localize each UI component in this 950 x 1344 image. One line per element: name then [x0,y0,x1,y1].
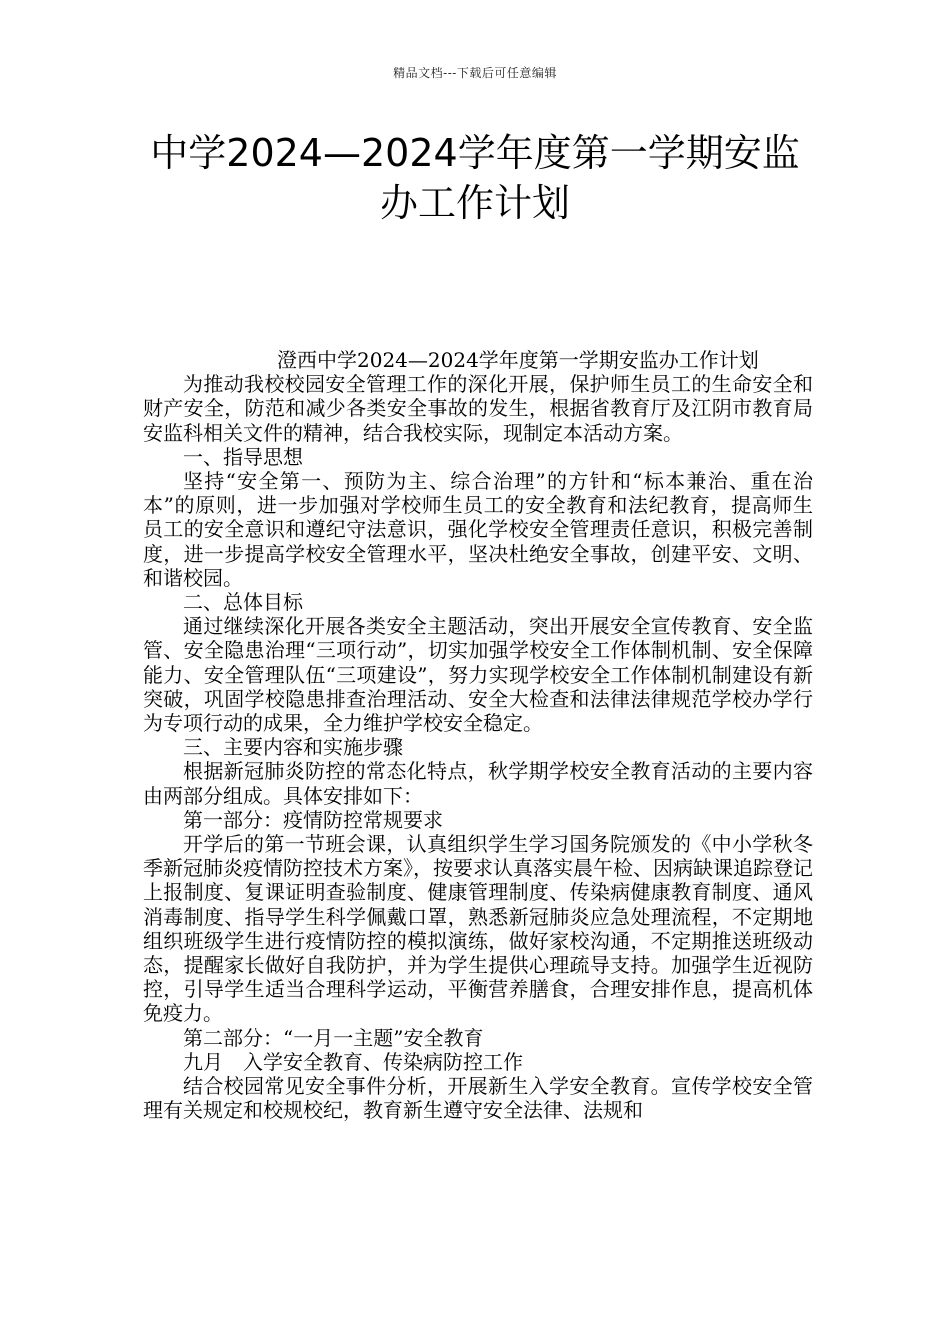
section-heading-overall-goal: 二、总体目标 [183,590,303,615]
subheading-part-two: 第二部分：“一月一主题”安全教育 [183,1025,484,1050]
document-title [100,128,850,228]
paragraph-overall-goal: 通过继续深化开展各类安全主题活动，突出开展安全宣传教育、安全监管、安全隐患治理“三项行动”，切实加强学校安全工作体制机制、安全保障能力、安全管理队伍“三项建设”，努力实现学校安全工作体制机制建设有新突破，巩固学校隐患排查治理活动、安全大检查和法律法律规范学校办学行为专项行动的成果，全力维护学校安全稳定。 [143,614,813,736]
section-heading-guiding-ideology: 一、指导思想 [183,444,303,469]
header-note: 精品文档---下载后可任意编辑 [393,66,557,80]
section-heading-main-content: 三、主要内容和实施步骤 [183,735,403,760]
document-body [143,348,813,1123]
document-subtitle: 澄西中学2024—2024学年度第一学期安监办工作计划 [277,348,759,372]
title-line-2: 办工作计划 [379,181,570,225]
intro-paragraph: 为推动我校校园安全管理工作的深化开展，保护师生员工的生命安全和财产安全，防范和减少各类安全事故的发生，根据省教育厅及江阴市教育局安监科相关文件的精神，结合我校实际，现制定本活动方案。 [143,372,813,445]
paragraph-main-content: 根据新冠肺炎防控的常态化特点，秋学期学校安全教育活动的主要内容由两部分组成。具体安排如下： [143,759,813,808]
paragraph-part-one: 开学后的第一节班会课，认真组织学生学习国务院颁发的《中小学秋冬季新冠肺炎疫情防控技术方案》，按要求认真落实晨午检、因病缺课追踪登记上报制度、复课证明查验制度、健康管理制度、传染病健康教育制度、通风消毒制度、指导学生科学佩戴口罩，熟悉新冠肺炎应急处理流程，不定期地组织班级学生进行疫情防控的模拟演练，做好家校沟通，不定期推送班级动态，提醒家长做好自我防护，并为学生提供心理疏导支持。加强学生近视防控，引导学生适当合理科学运动，平衡营养膳食，合理安排作息，提高机体免疫力。 [143,832,813,1026]
title-line-1: 中学2024—2024学年度第一学期安监 [150,131,800,175]
subheading-september: 九月 入学安全教育、传染病防控工作 [183,1049,523,1074]
subheading-part-one: 第一部分：疫情防控常规要求 [183,807,443,832]
paragraph-guiding-ideology: 坚持“安全第一、预防为主、综合治理”的方针和“标本兼治、重在治本”的原则，进一步加强对学校师生员工的安全教育和法纪教育，提高师生员工的安全意识和遵纪守法意识，强化学校安全管理责任意识，积极完善制度，进一步提高学校安全管理水平，坚决杜绝安全事故，创建平安、文明、和谐校园。 [143,469,813,590]
paragraph-september: 结合校园常见安全事件分析，开展新生入学安全教育。宣传学校安全管理有关规定和校规校纪，教育新生遵守安全法律、法规和 [143,1074,813,1123]
